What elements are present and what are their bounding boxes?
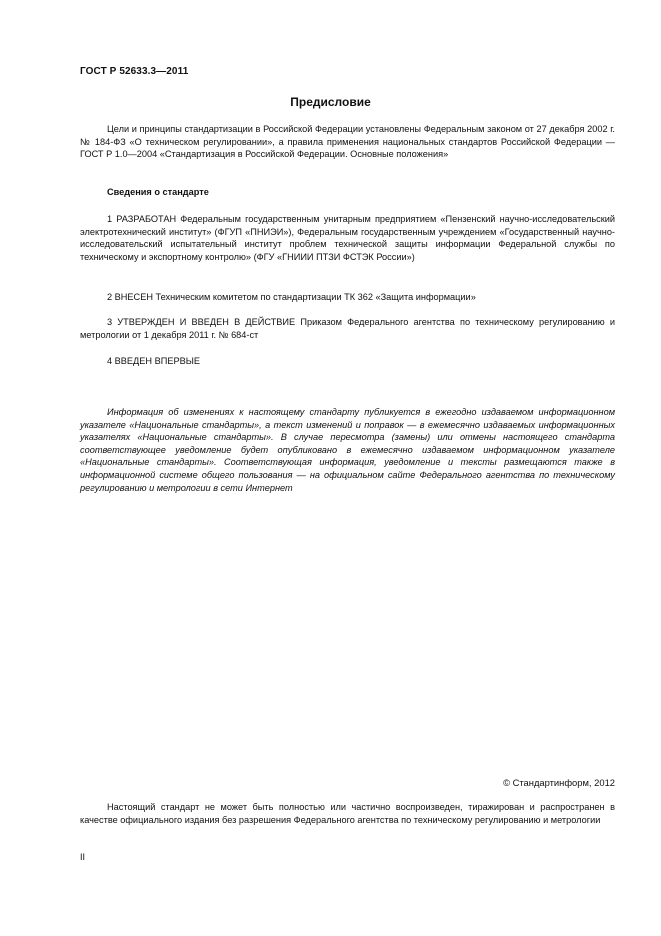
page-title: Предисловие: [290, 95, 371, 109]
intro-paragraph: Цели и принципы стандартизации в Российской Федерации установлены Федеральным законом от 27 декабря 2002 г. № 184-ФЗ «О техническом регулировании», а правила применения национальных стандартов Российской Федерации — ГОСТ Р 1.0—2004 «Стандартизация в Российской Федерации. Основные положения»: [80, 124, 615, 160]
item-approved: 3 УТВЕРЖДЕН И ВВЕДЕН В ДЕЙСТВИЕ Приказом Федерального агентства по техническому регулированию и метрологии от 1 декабря 2011 г. № 684-ст: [80, 317, 615, 340]
page-number: II: [80, 852, 86, 862]
item-introduced: 4 ВВЕДЕН ВПЕРВЫЕ: [107, 356, 200, 366]
item-submitted: 2 ВНЕСЕН Техническим комитетом по стандартизации ТК 362 «Защита информации»: [107, 292, 476, 302]
item-developer: 1 РАЗРАБОТАН Федеральным государственным унитарным предприятием «Пензенский научно-исследовательский электротехнический институт» (ФГУП «ПНИЭИ»), Федеральным государственным учреждением «Государственный научно-исследовательский испытательный институт проблем технической защиты информации Федеральной службы по техническому и экспортному контролю» (ФГУ «ГНИИИ ПТЗИ ФСТЭК России»): [80, 214, 615, 262]
notice-paragraph: Информация об изменениях к настоящему стандарту публикуется в ежегодно издаваемом информационном указателе «Национальные стандарты», а текст изменений и поправок — в ежемесячно издаваемых информационных указателях «Национальные стандарты». В случае пересмотра (замены) или отмены настоящего стандарта соответствующее уведомление будет опубликовано в ежемесячно издаваемом информационном указателе «Национальные стандарты». Соответствующая информация, уведомление и тексты размещаются также в информационной системе общего пользования — на официальном сайте Федерального агентства по техническому регулированию и метрологии в сети Интернет: [80, 407, 615, 493]
document-header: ГОСТ Р 52633.3—2011: [80, 66, 189, 77]
reproduction-notice: Настоящий стандарт не может быть полностью или частично воспроизведен, тиражирован и распространен в качестве официального издания без разрешения Федерального агентства по техническому регулированию и метрологии: [80, 802, 615, 825]
section-subheading: Сведения о стандарте: [107, 187, 209, 197]
copyright-line: © Стандартинформ, 2012: [503, 777, 615, 788]
